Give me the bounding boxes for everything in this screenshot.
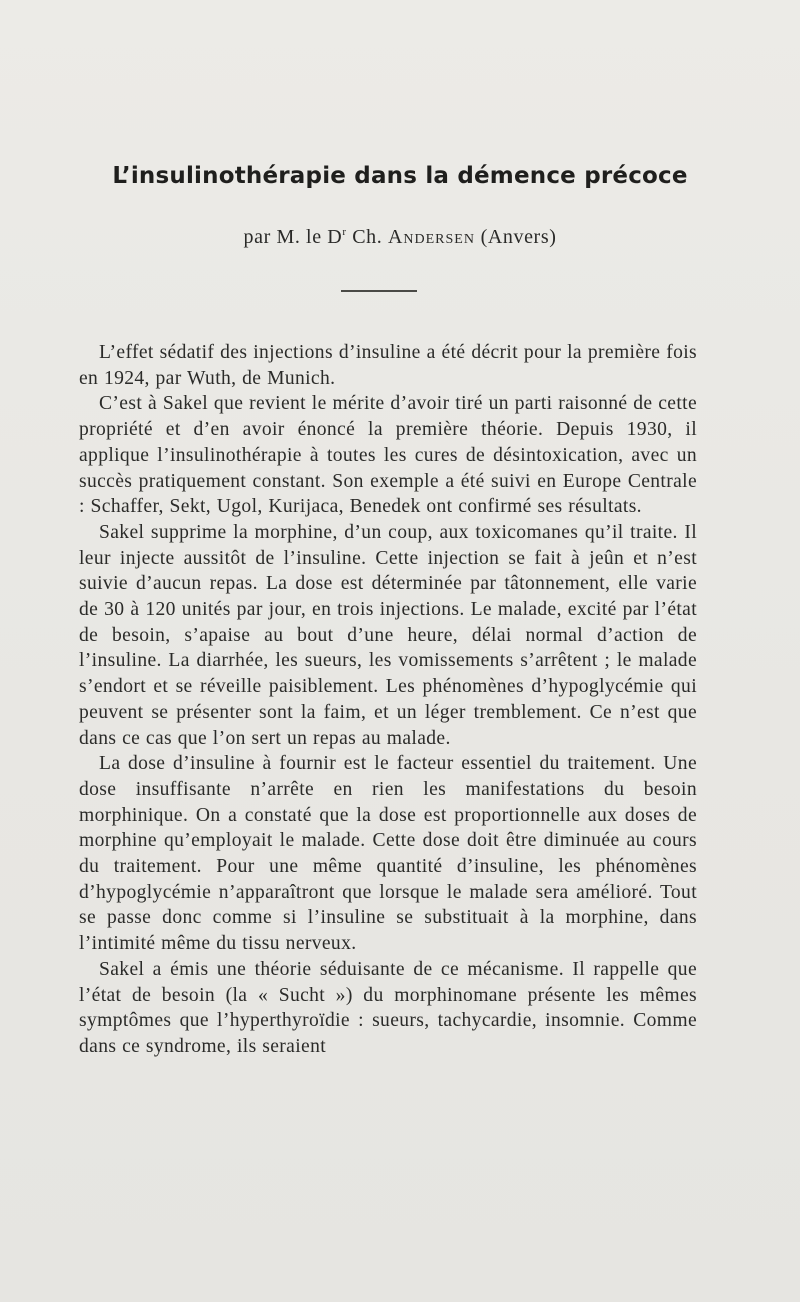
byline-title-superscript: r — [342, 226, 347, 238]
byline-initial: Ch. — [352, 226, 383, 248]
author-location: (Anvers) — [480, 226, 557, 248]
author-name: Andersen — [387, 226, 475, 248]
paragraph: L’effet sédatif des injections d’insuline a été décrit pour la première fois en 1924, par Wuth, de Munich. — [79, 342, 697, 389]
author-byline — [0, 226, 800, 249]
paragraph: Sakel a émis une théorie séduisante de ce mécanisme. Il rappelle que l’état de besoin (la « Sucht ») du morphinomane présente les mêmes symptômes que l’hyperthyroïdie : sueurs, tachycardie, insomnie. Comme dans ce syndrome, ils seraient — [79, 958, 697, 1057]
byline-prefix: par M. le D — [243, 226, 343, 248]
article-title: L’insulinothérapie dans la démence précoce — [112, 163, 688, 189]
article-body — [79, 340, 697, 1060]
section-divider — [341, 290, 417, 292]
paragraph: C’est à Sakel que revient le mérite d’avoir tiré un parti raisonné de cette propriété et d’en avoir énoncé la première théorie. Depuis 1930, il applique l’insulinothérapie à toutes les cures de désintoxication, avec un succès pratiquement constant. Son exemple a été suivi en Europe Centrale : Schaffer, Sekt, Ugol, Kurijaca, Benedek ont confirmé ses résultats. — [79, 393, 697, 518]
paragraph: Sakel supprime la morphine, d’un coup, aux toxicomanes qu’il traite. Il leur injecte aussitôt de l’insuline. Cette injection se fait à jeûn et n’est suivie d’aucun repas. La dose est déterminée par tâtonnement, elle varie de 30 à 120 unités par jour, en trois injections. Le malade, excité par l’état de besoin, s’apaise au bout d’une heure, délai normal d’action de l’insuline. La diarrhée, les sueurs, les vomissements s’arrêtent ; le malade s’endort et se réveille paisiblement. Les phénomènes d’hypoglycémie qui peuvent se présenter sont la faim, et un léger tremblement. Ce n’est que dans ce cas que l’on sert un repas au malade. — [79, 521, 697, 749]
paragraph: La dose d’insuline à fournir est le facteur essentiel du traitement. Une dose insuffisante n’arrête en rien les manifestations du besoin morphinique. On a constaté que la dose est proportionnelle aux doses de morphine qu’employait le malade. Cette dose doit être diminuée au cours du traitement. Pour une même quantité d’insuline, les phénomènes d’hypoglycémie n’apparaîtront que lorsque le malade sera amélioré. Tout se passe donc comme si l’insuline se substituait à la morphine, dans l’intimité même du tissu nerveux. — [79, 753, 697, 955]
